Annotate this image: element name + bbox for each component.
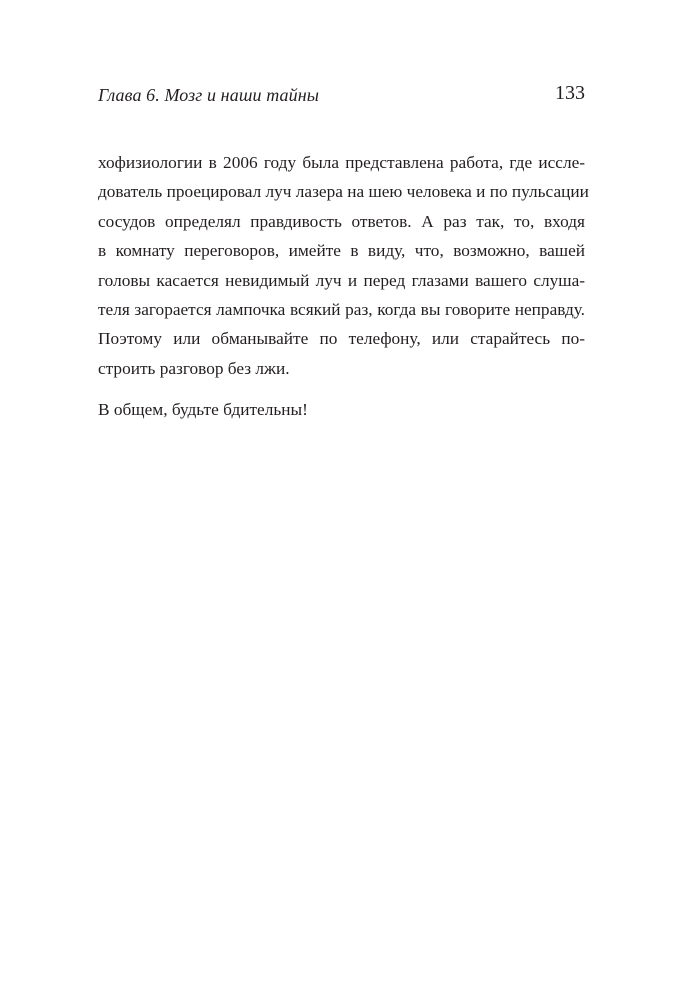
text-line: сосудов определял правдивость ответов. А раз так, то, входя: [98, 211, 585, 231]
paragraph-gap: [98, 383, 585, 395]
text-line: строить разговор без лжи.: [98, 358, 290, 378]
body-text: [98, 148, 589, 425]
text-line: В общем, будьте бдительны!: [98, 400, 308, 420]
text-line: дователь проецировал луч лазера на шею человека и по пульсации: [98, 182, 589, 202]
chapter-title: Глава 6. Мозг и наши тайны: [98, 85, 320, 105]
paragraph-1: [98, 148, 589, 383]
text-line: в комнату переговоров, имейте в виду, что, возможно, вашей: [98, 241, 585, 261]
page-number: 133: [555, 82, 585, 104]
paragraph-2: [98, 395, 585, 424]
text-line: Поэтому или обманывайте по телефону, или старайтесь по-: [98, 329, 585, 349]
text-line: головы касается невидимый луч и перед глазами вашего слуша-: [98, 270, 585, 290]
text-line: хофизиологии в 2006 году была представлена работа, где иссле-: [98, 153, 585, 172]
text-line: теля загорается лампочка всякий раз, когда вы говорите неправду.: [98, 299, 585, 319]
running-head: [98, 82, 585, 108]
